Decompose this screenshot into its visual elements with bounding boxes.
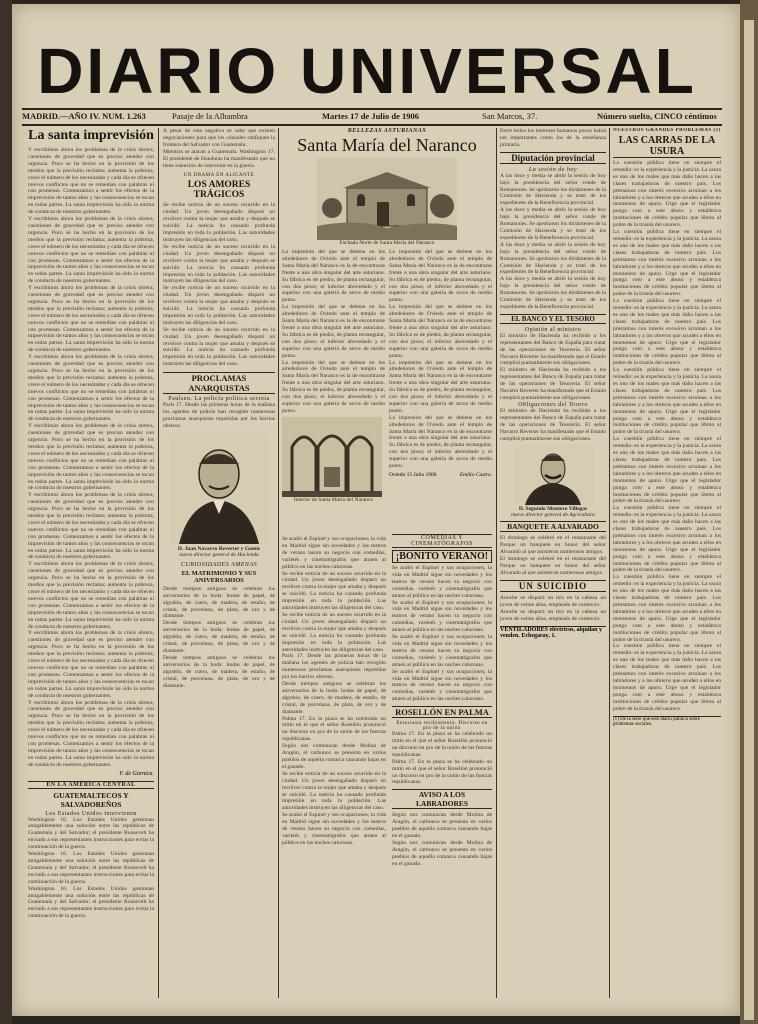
article-body: La impresión del que se detiene en los alrededores de Oviedo ante el templo de Santa María del Naranco es la de encontrarse frente a una obra singular del arte asturiano. Su fábrica es de piedra, de planta rectangular, con dos pisos; el inferior abovedado y el superior con una galería de arcos de medio punto. [389, 359, 492, 414]
article-body: La impresión del que se detiene en los alrededores de Oviedo ante el templo de Santa María del Naranco es la de encontrarse frente a una obra singular del arte asturiano. Su fábrica es de piedra, de planta rectangular, con dos pisos; el inferior abovedado y el superior con una galería de arcos de medio punto. [282, 249, 385, 304]
article-body: Desde tiempos antiguos se celebran los aniversarios de la boda: bodas de papel, de algodón, de cuero, de madera, de estaño, de cristal, de porcelana, de plata, de oro y de diamante. [282, 681, 386, 715]
article-subtitle: Entusiasta recibimiento. Discurso en pro de la unión [396, 721, 488, 732]
article-body: Mientras se atacan a Guatemala. Washington 17. El presidente de Honduras ha manifestado que no tiene intención de intervenir en la guerra. [163, 148, 275, 169]
portrait-caption: D. Segundo Montero Villegas [518, 506, 588, 513]
column-rule [278, 128, 279, 998]
article-body: La impresión del que se detiene en los alrededores de Oviedo ante el templo de Santa María del Naranco es la de encontrarse frente a una obra singular del arte asturiano. Su fábrica es de piedra, de planta rectangular, con dos pisos; el inferior abovedado y el superior con una galería de arcos de medio punto. [389, 304, 492, 359]
article-body: La cuestión pública tiene en siempre el remedio: es la experiencia y la justicia. La usura es uno de los males que más daño hacen a las clases trabajadoras de nuestro país. Los préstamos con interés excesivo arruinan a los labradores y a los obreros que acuden a ellos en momentos de apuro. Urge que el legislador ponga coto a este abuso y establezca instituciones de crédito popular que libren al pobre de la tiranía del usurero. [613, 298, 721, 367]
article-body: La impresión del que se detiene en los alrededores de Oviedo ante el templo de Santa María del Naranco es la de encontrarse frente a una obra singular del arte asturiano. Su fábrica es de piedra, de planta rectangular, con dos pisos; el inferior abovedado y el superior con una galería de arcos de medio punto. [389, 414, 492, 470]
article-body: Washington 16. Los Estados Unidos gestionan amigablemente una solución entre las repúblicas de Guatemala y del Salvador; el presidente Roosevelt ha enviado a sus representantes instrucciones para evitar la continuación de la guerra. [28, 885, 154, 920]
church-photo-svg [317, 158, 457, 240]
portrait-svg [513, 445, 593, 505]
column-rule [496, 128, 497, 998]
article-subtitle: Obligaciones del Tesoro [518, 401, 588, 408]
article-body: Anoche se disparó un tiro en la cabeza un joven de veinte años, empleado de comercio. [500, 594, 606, 608]
article-body: A las doce y media se abrió la sesión de hoy bajo la presidencia del señor conde de Romanones. Se aprobaron los dictámenes de la Comisión de Hacienda y se trató de los expedientes de la Beneficencia provincial. [500, 172, 606, 207]
article-title: EL MATRIMONIO Y SUS ANIVERSARIOS [181, 569, 257, 584]
dateline [22, 108, 722, 126]
article-body: El ministro de Hacienda ha recibido a los representantes del Banco de España para tratar de las operaciones de Tesorería. El señor Navarro Reverter ha manifestado que el Estado cumplirá puntualmente sus obligaciones. [500, 367, 606, 401]
footnote: (1) De la serie que este diario publica sobre problemas sociales. [613, 716, 721, 727]
article-body: Desde tiempos antiguos se celebran los aniversarios de la boda: bodas de papel, de algodón, de cuero, de madera, de estaño, de cristal, de porcelana, de plata, de oro y de diamante. [163, 654, 275, 689]
church-photo [317, 158, 457, 240]
street-label: San Marcos, 37. [482, 111, 538, 121]
masthead: DIARIO UNIVERSAL [37, 35, 697, 107]
article-body: Se acabó el Espinel y sus ocupaciones; la vida en Madrid sigue sin novedades y los teatros de verano hacen su negocio con comedias, varietés y cinematógrafos que atraen al público en las noches calurosas. [392, 599, 492, 634]
article-body: Washington 16. Los Estados Unidos gestionan amigablemente una solución entre las repúblicas de Guatemala y del Salvador; el presidente Roosevelt ha enviado a sus representantes instrucciones para evitar la continuación de la guerra. [28, 816, 154, 851]
article-title: ¡BONITO VERANO! [392, 550, 492, 563]
article-title: ROSELLÓN EN PALMA [392, 706, 492, 718]
article-body: Se recibe noticia de un suceso ocurrido en la ciudad. Un joven desengañado disparó un revólver contra la mujer que amaba y después se suicidó. La noticia ha causado profunda impresión en toda la población. Las autoridades instruyen las diligencias del caso. [163, 326, 275, 368]
article-body: La impresión del que se detiene en los alrededores de Oviedo ante el templo de Santa María del Naranco es la de encontrarse frente a una obra singular del arte asturiano. Su fábrica es de piedra, de planta rectangular, con dos pisos; el inferior abovedado y el superior con una galería de arcos de medio punto. [389, 249, 492, 304]
photo-caption: Interior de Santa María del Naranco [293, 496, 374, 503]
issue-date: Martes 17 de Julio de 1906 [322, 111, 420, 121]
article-body: Palma 17. En la plaza se ha celebrado un mitin en el que el señor Rosellón pronunció un discurso en pro de la unión de las fuerzas republicanas. [392, 758, 492, 786]
signature: F. de Garnica. [119, 770, 154, 777]
article-body: La cuestión pública tiene en siempre el remedio: es la experiencia y la justicia. La usura es uno de los males que más daño hacen a las clases trabajadoras de nuestro país. Los préstamos con interés excesivo arruinan a los labradores y a los obreros que acuden a ellos en momentos de apuro. Urge que el legislador ponga coto a este abuso y establezca instituciones de crédito popular que libren al pobre de la tiranía del usurero. [613, 505, 721, 574]
article-body: Según nos comunican desde Molina de Aragón, el carbunco se presenta en varios pueblos de aquella comarca causando bajas en el ganado. [282, 743, 386, 770]
feature-title: Santa María del Naranco [297, 135, 477, 155]
article-body: La cuestión pública tiene en siempre el remedio: es la experiencia y la justicia. La usura es uno de los males que más daño hacen a las clases trabajadoras de nuestro país. Los préstamos con interés excesivo arruinan a los labradores y a los obreros que acuden a ellos en momentos de apuro. Urge que el legislador ponga coto a este abuso y establezca instituciones de crédito popular que libren al pobre de la tiranía del usurero. [613, 367, 721, 436]
photo-caption: Fachada Norte de Santa María del Naranco [339, 240, 435, 246]
article-body: A las doce y media se abrió la sesión de hoy bajo la presidencia del señor conde de Romanones. Se aprobaron los dictámenes de la Comisión de Hacienda y se trató de los expedientes de la Beneficencia provincial. [500, 276, 606, 310]
feature-place: Oviedo 15 Julio 1906 [389, 472, 437, 478]
article-body: Anoche se disparó un tiro en la cabeza un joven de veinte años, empleado de comercio. [500, 608, 606, 622]
article-body: Y escribimos ahora los problemas de la crisis obrera, cuestiones de gravedad que es preciso atender con urgencia. Poco se ha hecho en la provisión de los medios que la previsión reclama; aumenta la pobreza, crece el número de los necesitados y cada día se ofrecen nuevos conflictos que no se remedian con palabras ni con promesas. Comenzamos a sentir los efectos de la imprevisión de tantos años y las consecuencias se tocan en todas partes. La santa imprevisión ha sido la norma de conducta de nuestros gobernantes. [28, 492, 154, 561]
article-body: Se acabó el Espinel y sus ocupaciones; la vida en Madrid sigue sin novedades y los teatros de verano hacen su negocio con comedias, varietés y cinematógrafos que atraen al público en las noches calurosas. [392, 668, 492, 703]
article-body: El domingo se celebró en el restaurante del Parque un banquete en honor del señor Alvarado al que asistieron numerosos amigos. [500, 535, 606, 556]
article-body: El ministro de Hacienda ha recibido a los representantes del Banco de España para tratar de las operaciones de Tesorería. El señor Navarro Reverter ha manifestado que el Estado cumplirá puntualmente sus obligaciones. [500, 332, 606, 367]
article-body: Desde tiempos antiguos se celebran los aniversarios de la boda: bodas de papel, de algodón, de cuero, de madera, de estaño, de cristal, de porcelana, de plata, de oro y de diamante. [163, 620, 275, 654]
article-title: LOS AMORES TRÁGICOS [187, 180, 251, 201]
article-body: Se recibe noticia de un suceso ocurrido en la ciudad. Un joven desengañado disparó un revólver contra la mujer que amaba y después se suicidó. La noticia ha causado profunda impresión en toda la población. Las autoridades instruyen las diligencias del caso. [163, 285, 275, 326]
article-title: PROCLAMAS ANARQUISTAS [163, 372, 275, 394]
column-rule [158, 128, 159, 998]
article-body: Se acabó el Espinel y sus ocupaciones; la vida en Madrid sigue sin novedades y los teatros de verano hacen su negocio con comedias, varietés y cinematógrafos que atraen al público en las noches calurosas. [282, 536, 386, 570]
article-body: Desde tiempos antiguos se celebran los aniversarios de la boda: bodas de papel, de algodón, de cuero, de madera, de estaño, de cristal, de porcelana, de plata, de oro y de diamante. [163, 585, 275, 620]
article-subtitle: Los Estados Unidos intervienen [45, 810, 137, 817]
article-body: A las doce y media se abrió la sesión de hoy bajo la presidencia del señor conde de Romanones. Se aprobaron los dictámenes de la Comisión de Hacienda y se trató de los expedientes de la Beneficencia provincial. [500, 207, 606, 241]
section-label: COMEDIAS Y CINEMATÓGRAFOS [392, 534, 492, 548]
column-2b [282, 536, 386, 1008]
article-body: Palma 17. En la plaza se ha celebrado un mitin en el que el señor Rosellón pronunció un discurso en pro de la unión de las fuerzas republicanas. [392, 731, 492, 758]
section-label: NUESTROS GRANDES PROBLEMAS (1) [613, 128, 721, 133]
article-title: LAS CARRAS DE LA USURA [613, 135, 721, 158]
article-body: Y escribimos ahora los problemas de la crisis obrera, cuestiones de gravedad que es preciso atender con urgencia. Poco se ha hecho en la provisión de los medios que la previsión reclama; aumenta la pobreza, crece el número de los necesitados y cada día se ofrecen nuevos conflictos que no se remedian con palabras ni con promesas. Comenzamos a sentir los efectos de la imprevisión de tantos años y las consecuencias se tocan en todas partes. La santa imprevisión ha sido la norma de conducta de nuestros gobernantes. [28, 147, 154, 216]
article-subtitle: Paulsen. La policía política secreta [168, 396, 270, 403]
binding-gutter [0, 0, 12, 1024]
article-body: Entre todos los intereses humanos pocos habrá tan importantes como los de la enseñanza primaria. [500, 128, 606, 148]
article-body: Se recibe noticia de un suceso ocurrido en la ciudad. Un joven desengañado disparó un revólver contra la mujer que amaba y después se suicidó. La noticia ha causado profunda impresión en toda la población. Las autoridades instruyen las diligencias del caso. [163, 243, 275, 285]
interior-photo-svg [282, 417, 382, 497]
article-body: La cuestión pública tiene en siempre el remedio: es la experiencia y la justicia. La usura es uno de los males que más daño hacen a las clases trabajadoras de nuestro país. Los préstamos con interés excesivo arruinan a los labradores y a los obreros que acuden a ellos en momentos de apuro. Urge que el legislador ponga coto a este abuso y establezca instituciones de crédito popular que libren al pobre de la tiranía del usurero. [613, 574, 721, 643]
column-5 [613, 128, 721, 1008]
section-label: BELLEZAS ASTURIANAS [347, 128, 427, 134]
article-body: Y escribimos ahora los problemas de la crisis obrera, cuestiones de gravedad que es preciso atender con urgencia. Poco se ha hecho en la provisión de los medios que la previsión reclama; aumenta la pobreza, crece el número de los necesitados y cada día se ofrecen nuevos conflictos que no se remedian con palabras ni con promesas. Comenzamos a sentir los efectos de la imprevisión de tantos años y las consecuencias se tocan en todas partes. La santa imprevisión ha sido la norma de conducta de nuestros gobernantes. [28, 354, 154, 423]
article-body: París 17. Desde las primeras horas de la mañana los agentes de policía han recogido numerosas proclamas anarquistas repartidas por los barrios obreros. [282, 653, 386, 681]
article-body: La cuestión pública tiene en siempre el remedio: es la experiencia y la justicia. La usura es uno de los males que más daño hacen a las clases trabajadoras de nuestro país. Los préstamos con interés excesivo arruinan a los labradores y a los obreros que acuden a ellos en momentos de apuro. Urge que el legislador ponga coto a este abuso y establezca instituciones de crédito popular que libren al pobre de la tiranía del usurero. [613, 436, 721, 505]
column-rule [609, 128, 610, 998]
feature-signature: Emilio Castro. [459, 472, 492, 478]
article-body: Y escribimos ahora los problemas de la crisis obrera, cuestiones de gravedad que es preciso atender con urgencia. Poco se ha hecho en la provisión de los medios que la previsión reclama; aumenta la pobreza, crece el número de los necesitados y cada día se ofrecen nuevos conflictos que no se remedian con palabras ni con promesas. Comenzamos a sentir los efectos de la imprevisión de tantos años y las consecuencias se tocan en todas partes. La santa imprevisión ha sido la norma de conducta de nuestros gobernantes. [28, 630, 154, 699]
portrait-subcaption: nuevo director general de Agricultura [511, 512, 595, 519]
article-body: Según nos comunican desde Molina de Aragón, el carbunco se presenta en varios pueblos de aquella comarca causando bajas en el ganado. [392, 840, 492, 867]
column-4 [500, 128, 606, 1008]
article-title: UN SUICIDIO [500, 580, 606, 592]
article-body: Se recibe noticia de un suceso ocurrido en la ciudad. Un joven desengañado disparó un revólver contra la mujer que amaba y después se suicidó. La noticia ha causado profunda impresión en toda la población. Las autoridades instruyen las diligencias del caso. [282, 611, 386, 653]
article-body: París 17. Desde las primeras horas de la mañana los agentes de policía han recogido numerosas proclamas anarquistas repartidas por los barrios obreros. [163, 402, 275, 429]
section-label: CURIOSIDADES AMENAS [180, 561, 258, 568]
section-label: UN DRAMA EN ALICANTE [183, 173, 255, 179]
column-3 [392, 534, 492, 1008]
portrait-caption: D. Juan Navarro Reverter y Gomis [177, 545, 261, 552]
article-body: La impresión del que se detiene en los alrededores de Oviedo ante el templo de Santa María del Naranco es la de encontrarse frente a una obra singular del arte asturiano. Su fábrica es de piedra, de planta rectangular, con dos pisos; el inferior abovedado y el superior con una galería de arcos de medio punto. [282, 304, 385, 359]
article-body: Se acabó el Espinel y sus ocupaciones; la vida en Madrid sigue sin novedades y los teatros de verano hacen su negocio con comedias, varietés y cinematógrafos que atraen al público en las noches calurosas. [392, 565, 492, 599]
article-body: El ministro de Hacienda ha recibido a los representantes del Banco de España para tratar de las operaciones de Tesorería. El señor Navarro Reverter ha manifestado que el Estado cumplirá puntualmente sus obligaciones. [500, 407, 606, 442]
section-label: EN LA AMÉRICA CENTRAL [28, 781, 154, 789]
interior-photo [282, 417, 382, 497]
feature-article [282, 128, 492, 536]
article-subtitle: La sesión de hoy [528, 166, 578, 173]
column-1 [28, 128, 154, 1008]
column-2 [163, 128, 275, 1008]
article-body: La cuestión pública tiene en siempre el remedio: es la experiencia y la justicia. La usura es uno de los males que más daño hacen a las clases trabajadoras de nuestro país. Los préstamos con interés excesivo arruinan a los labradores y a los obreros que acuden a ellos en momentos de apuro. Urge que el legislador ponga coto a este abuso y establezca instituciones de crédito popular que libren al pobre de la tiranía del usurero. [613, 229, 721, 298]
article-body: La impresión del que se detiene en los alrededores de Oviedo ante el templo de Santa María del Naranco es la de encontrarse frente a una obra singular del arte asturiano. Su fábrica es de piedra, de planta rectangular, con dos pisos; el inferior abovedado y el superior con una galería de arcos de medio punto. [282, 359, 385, 414]
article-body: La cuestión pública tiene en siempre el remedio: es la experiencia y la justicia. La usura es uno de los males que más daño hacen a las clases trabajadoras de nuestro país. Los préstamos con interés excesivo arruinan a los labradores y a los obreros que acuden a ellos en momentos de apuro. Urge que el legislador ponga coto a este abuso y establezca instituciones de crédito popular que libren al pobre de la tiranía del usurero. [613, 643, 721, 712]
address-label: Pasaje de la Alhambra [172, 111, 248, 121]
article-title: La santa imprevisión [28, 128, 154, 143]
article-title: BANQUETE A ALVARADO [500, 521, 606, 532]
article-subtitle: Opinión al ministro [524, 326, 582, 333]
article-body: Se recibe noticia de un suceso ocurrido en la ciudad. Un joven desengañado disparó un revólver contra la mujer que amaba y después se suicidó. La noticia ha causado profunda impresión en toda la población. Las autoridades instruyen las diligencias del caso. [282, 570, 386, 612]
article-body: Según nos comunican desde Molina de Aragón, el carbunco se presenta en varios pueblos de aquella comarca causando bajas en el ganado. [392, 812, 492, 840]
article-body: Se acabó el Espinel y sus ocupaciones; la vida en Madrid sigue sin novedades y los teatros de verano hacen su negocio con comedias, varietés y cinematógrafos que atraen al público en las noches calurosas. [392, 634, 492, 668]
portrait-image [513, 445, 593, 505]
article-body: El domingo se celebró en el restaurante del Parque un banquete en honor del señor Alvarado al que asistieron numerosos amigos. [500, 556, 606, 576]
article-title: AVISO A LOS LABRADORES [392, 789, 492, 809]
article-body: Se recibe noticia de un suceso ocurrido en la ciudad. Un joven desengañado disparó un revólver contra la mujer que amaba y después se suicidó. La noticia ha causado profunda impresión en toda la población. Las autoridades instruyen las diligencias del caso. [282, 770, 386, 812]
article-body: Se recibe noticia de un suceso ocurrido en la ciudad. Un joven desengañado disparó un revólver contra la mujer que amaba y después se suicidó. La noticia ha causado profunda impresión en toda la población. Las autoridades instruyen las diligencias del caso. [163, 202, 275, 243]
article-body: A las doce y media se abrió la sesión de hoy bajo la presidencia del señor conde de Romanones. Se aprobaron los dictámenes de la Comisión de Hacienda y se trató de los expedientes de la Beneficencia provincial. [500, 241, 606, 276]
newspaper-page [12, 4, 740, 1016]
article-body: Palma 17. En la plaza se ha celebrado un mitin en el que el señor Rosellón pronunció un discurso en pro de la unión de las fuerzas republicanas. [282, 715, 386, 743]
price-label: Número suelto, CINCO céntimos [597, 111, 717, 121]
issue-number: MADRID.—AÑO IV. NUM. 1.263 [22, 111, 146, 121]
article-title: Diputación provincial [500, 152, 606, 164]
portrait-subcaption: nuevo director general de Hacienda [179, 551, 259, 558]
article-body: Y escribimos ahora los problemas de la crisis obrera, cuestiones de gravedad que es preciso atender con urgencia. Poco se ha hecho en la provisión de los medios que la previsión reclama; aumenta la pobreza, crece el número de los necesitados y cada día se ofrecen nuevos conflictos que no se remedian con palabras ni con promesas. Comenzamos a sentir los efectos de la imprevisión de tantos años y las consecuencias se tocan en todas partes. La santa imprevisión ha sido la norma de conducta de nuestros gobernantes. [28, 699, 154, 768]
advertisement: VENTILADORES eléctricos, alquilan y venden. Echegaray, 1. [500, 626, 606, 639]
article-body: La cuestión pública tiene en siempre el remedio: es la experiencia y la justicia. La usura es uno de los males que más daño hacen a las clases trabajadoras de nuestro país. Los préstamos con interés excesivo arruinan a los labradores y a los obreros que acuden a ellos en momentos de apuro. Urge que el legislador ponga coto a este abuso y establezca instituciones de crédito popular que libren al pobre de la tiranía del usurero. [613, 160, 721, 229]
next-page-sheet [744, 20, 754, 1020]
article-body: Y escribimos ahora los problemas de la crisis obrera, cuestiones de gravedad que es preciso atender con urgencia. Poco se ha hecho en la provisión de los medios que la previsión reclama; aumenta la pobreza, crece el número de los necesitados y cada día se ofrecen nuevos conflictos que no se remedian con palabras ni con promesas. Comenzamos a sentir los efectos de la imprevisión de tantos años y las consecuencias se tocan en todas partes. La santa imprevisión ha sido la norma de conducta de nuestros gobernantes. [28, 561, 154, 630]
article-body: A pesar de esta negativa se sabe que existen negociaciones para que los cónsules ratifiquen la frontera del Salvador con Guatemala. [163, 128, 275, 148]
article-title: EL BANCO Y EL TESORO [500, 314, 606, 324]
article-body: Y escribimos ahora los problemas de la crisis obrera, cuestiones de gravedad que es preciso atender con urgencia. Poco se ha hecho en la provisión de los medios que la previsión reclama; aumenta la pobreza, crece el número de los necesitados y cada día se ofrecen nuevos conflictos que no se remedian con palabras ni con promesas. Comenzamos a sentir los efectos de la imprevisión de tantos años y las consecuencias se tocan en todas partes. La santa imprevisión ha sido la norma de conducta de nuestros gobernantes. [28, 285, 154, 354]
article-body: Se acabó el Espinel y sus ocupaciones; la vida en Madrid sigue sin novedades y los teatros de verano hacen su negocio con comedias, varietés y cinematógrafos que atraen al público en las noches calurosas. [282, 812, 386, 846]
article-body: Y escribimos ahora los problemas de la crisis obrera, cuestiones de gravedad que es preciso atender con urgencia. Poco se ha hecho en la provisión de los medios que la previsión reclama; aumenta la pobreza, crece el número de los necesitados y cada día se ofrecen nuevos conflictos que no se remedian con palabras ni con promesas. Comenzamos a sentir los efectos de la imprevisión de tantos años y las consecuencias se tocan en todas partes. La santa imprevisión ha sido la norma de conducta de nuestros gobernantes. [28, 423, 154, 492]
article-body: Washington 16. Los Estados Unidos gestionan amigablemente una solución entre las repúblicas de Guatemala y del Salvador; el presidente Roosevelt ha enviado a sus representantes instrucciones para evitar la continuación de la guerra. [28, 851, 154, 885]
article-body: Y escribimos ahora los problemas de la crisis obrera, cuestiones de gravedad que es preciso atender con urgencia. Poco se ha hecho en la provisión de los medios que la previsión reclama; aumenta la pobreza, crece el número de los necesitados y cada día se ofrecen nuevos conflictos que no se remedian con palabras ni con promesas. Comenzamos a sentir los efectos de la imprevisión de tantos años y las consecuencias se tocan en todas partes. La santa imprevisión ha sido la norma de conducta de nuestros gobernantes. [28, 216, 154, 285]
portrait-svg [169, 434, 269, 544]
article-title: GUATEMALTECOS Y SALVADOREÑOS [53, 790, 129, 809]
portrait-image [169, 434, 269, 544]
